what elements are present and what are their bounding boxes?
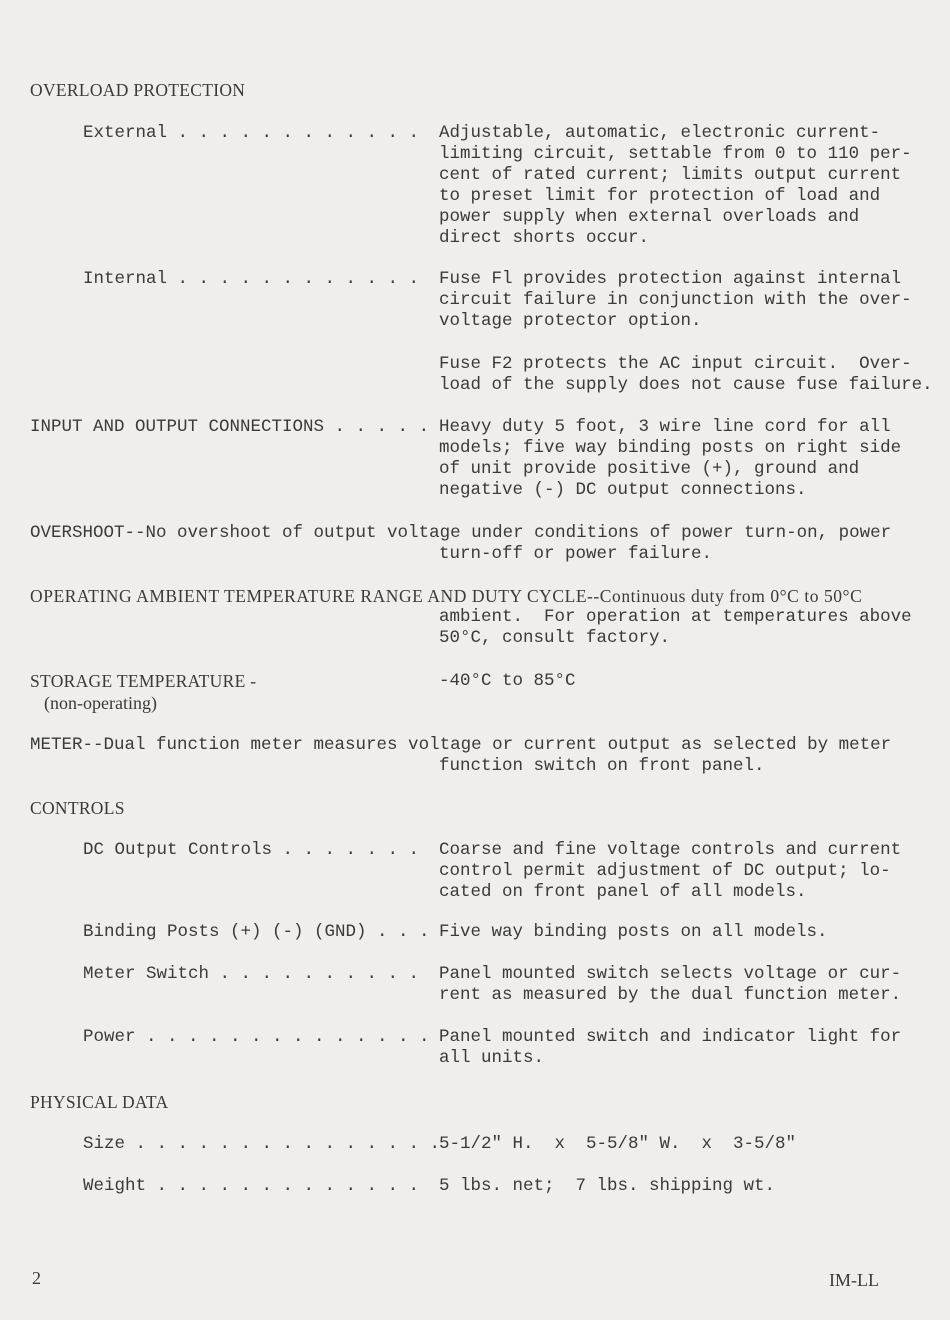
- physical-data-heading: PHYSICAL DATA: [30, 1092, 169, 1112]
- dc-output-controls-label: DC Output Controls . . . . . . .: [83, 840, 420, 860]
- external-label: External . . . . . . . . . . . .: [83, 123, 420, 143]
- storage-temperature-value: -40°C to 85°C: [439, 671, 576, 691]
- binding-posts-label: Binding Posts (+) (-) (GND) . . .: [83, 922, 430, 942]
- meter-switch-label: Meter Switch . . . . . . . . . .: [83, 964, 420, 984]
- controls-heading: CONTROLS: [30, 798, 125, 818]
- power-description: Panel mounted switch and indicator light for all units.: [439, 1027, 902, 1068]
- page-number: 2: [32, 1268, 41, 1288]
- binding-posts-description: Five way binding posts on all models.: [439, 922, 828, 942]
- storage-non-operating-label: (non-operating): [44, 693, 157, 713]
- io-connections-description: Heavy duty 5 foot, 3 wire line cord for all models; five way binding posts on right side of unit provide positive (+), ground and negative (-) DC output connections.: [439, 417, 902, 500]
- internal-description-fuse-f2: Fuse F2 protects the AC input circuit. Over- load of the supply does not cause fuse failure.: [439, 354, 933, 395]
- internal-description: Fuse Fl provides protection against internal circuit failure in conjunction with the over- voltage protector option.: [439, 269, 912, 331]
- size-label: Size . . . . . . . . . . . . . . .: [83, 1134, 441, 1154]
- ambient-line-1: OPERATING AMBIENT TEMPERATURE RANGE AND DUTY CYCLE--Continuous duty from 0°C to 50°C: [30, 586, 863, 606]
- overload-protection-heading: OVERLOAD PROTECTION: [30, 80, 246, 100]
- external-description: Adjustable, automatic, electronic current- limiting circuit, settable from 0 to 110 per- cent of rated current; limits output current to preset limit for protection of load and power supply when external overloads and direct shorts occur.: [439, 123, 912, 248]
- io-connections-label: INPUT AND OUTPUT CONNECTIONS . . . . .: [30, 417, 430, 437]
- dc-output-controls-description: Coarse and fine voltage controls and current control permit adjustment of DC output; lo- cated on front panel of all models.: [439, 840, 902, 902]
- ambient-continuation: ambient. For operation at temperatures above 50°C, consult factory.: [439, 607, 912, 648]
- meter-line-1: METER--Dual function meter measures voltage or current output as selected by meter: [30, 735, 892, 755]
- power-label: Power . . . . . . . . . . . . . .: [83, 1027, 430, 1047]
- storage-temperature-label: STORAGE TEMPERATURE -: [30, 671, 257, 691]
- weight-label: Weight . . . . . . . . . . . . .: [83, 1176, 420, 1196]
- overshoot-line-2: turn-off or power failure.: [439, 544, 713, 564]
- overshoot-line-1: OVERSHOOT--No overshoot of output voltage under conditions of power turn-on, power: [30, 523, 892, 543]
- document-code: IM-LL: [829, 1270, 879, 1290]
- meter-switch-description: Panel mounted switch selects voltage or cur- rent as measured by the dual function meter.: [439, 964, 902, 1005]
- meter-line-2: function switch on front panel.: [439, 756, 765, 776]
- size-value: 5-1/2" H. x 5-5/8" W. x 3-5/8": [439, 1134, 797, 1154]
- weight-value: 5 lbs. net; 7 lbs. shipping wt.: [439, 1176, 776, 1196]
- internal-label: Internal . . . . . . . . . . . .: [83, 269, 420, 289]
